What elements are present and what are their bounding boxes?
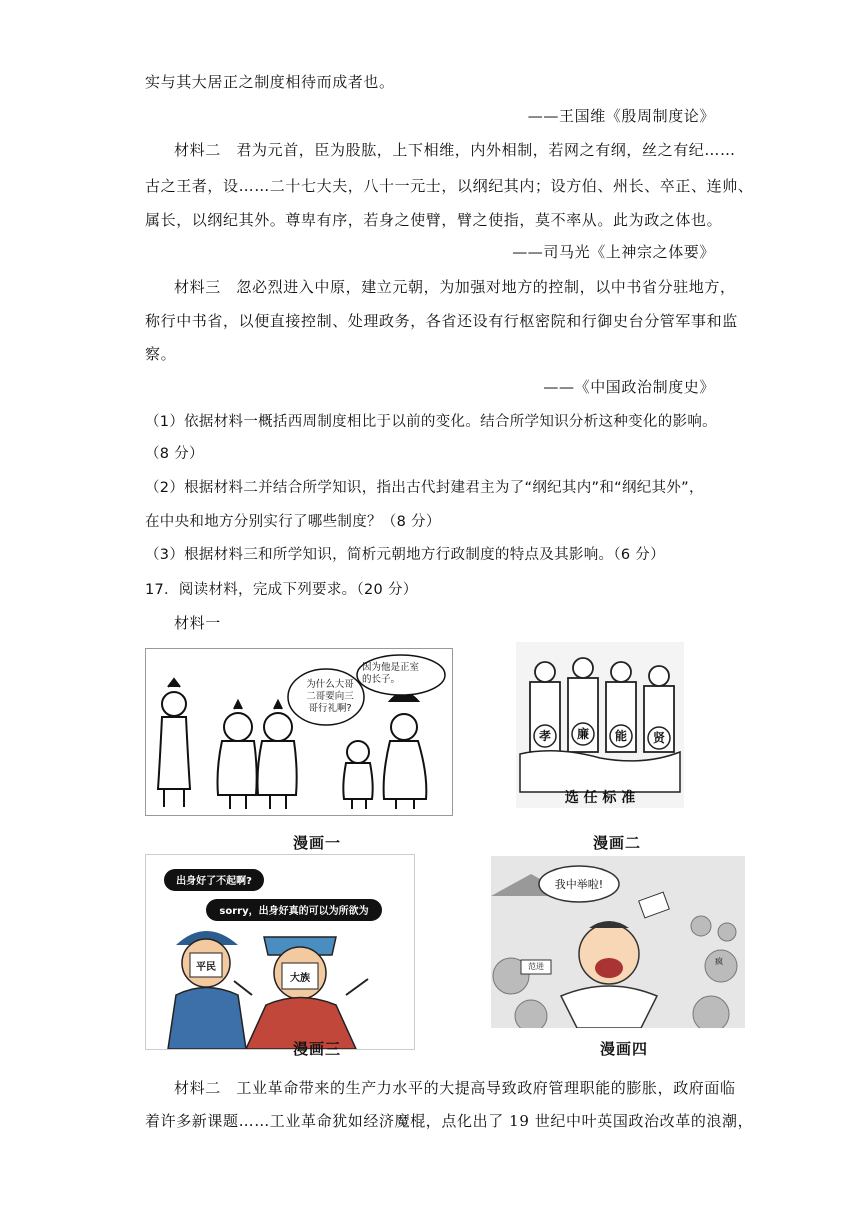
source-citation-1: ——王国维《殷周制度论》 — [527, 107, 715, 125]
comic-3-image — [145, 854, 415, 1050]
material-2-industrial-line-2: 着许多新课题……工业革命犹如经济魔棍，点化出了 19 世纪中叶英国政治改革的浪潮， — [145, 1112, 754, 1130]
comic-1-bubble-right-line: 因为他是正室 — [362, 662, 420, 673]
comic-1-caption: 漫画一 — [293, 834, 342, 852]
comic-3-bubble-top: 出身好了不起啊? — [176, 876, 252, 887]
comic-1-bubble-right-line: 的长子。 — [362, 674, 401, 685]
question-2-line-2: 在中央和地方分别实行了哪些制度？（8 分） — [145, 514, 441, 530]
comic-2-badge: 能 — [614, 729, 628, 743]
comic-1-image — [145, 648, 453, 816]
material-2-line-3: 属长，以纲纪其外。尊卑有序，若身之使臂，臂之使指，莫不率从。此为政之体也。 — [145, 211, 723, 229]
source-citation-2: ——司马光《上神宗之体要》 — [512, 243, 715, 261]
comic-3-bubble-mid: sorry，出身好真的可以为所欲为 — [219, 906, 369, 917]
comic-4-tag-right: 疯 — [715, 957, 723, 966]
paragraph-continuation: 实与其大居正之制度相待而成者也。 — [145, 73, 395, 91]
comic-3-caption: 漫画三 — [293, 1040, 342, 1058]
comic-4-image — [491, 856, 745, 1028]
question-1-line-1: （1）依据材料一概括西周制度相比于以前的变化。结合所学知识分析这种变化的影响。 — [145, 414, 717, 430]
source-citation-3: ——《中国政治制度史》 — [543, 378, 715, 396]
material-3-line-1: 材料三 忽必烈进入中原，建立元朝，为加强对地方的控制，以中书省分驻地方， — [174, 278, 736, 296]
comic-1-bubble-left-line: 为什么大哥 — [306, 679, 354, 690]
comic-2-banner: 选 任 标 准 — [564, 790, 636, 806]
comic-3-face-right: 大族 — [290, 973, 310, 984]
comic-2-badge: 廉 — [576, 727, 590, 741]
material-2-industrial-line-1: 材料二 工业革命带来的生产力水平的大提高导致政府管理职能的膨胀，政府面临 — [174, 1079, 736, 1097]
comic-1-bubble-left — [296, 679, 364, 715]
comic-3-face-left: 平民 — [196, 962, 216, 973]
question-3: （3）根据材料三和所学知识，简析元朝地方行政制度的特点及其影响。（6 分） — [145, 547, 665, 563]
question-2-line-1: （2）根据材料二并结合所学知识，指出古代封建君主为了“纲纪其内”和“纲纪其外”， — [145, 480, 704, 496]
material-2-line-2: 古之王者，设……二十七大夫，八十一元士，以纲纪其内；设方伯、州长、卒正、连帅、 — [145, 177, 754, 195]
material-1-label: 材料一 — [174, 614, 221, 632]
comic-2-badge: 孝 — [538, 729, 552, 743]
comic-1-bubble-left-line: 二哥要向三 — [306, 691, 354, 702]
comic-1-bubble-left-line: 哥行礼啊? — [308, 703, 352, 714]
comic-4-bubble: 我中举啦! — [554, 878, 604, 891]
comic-4-caption: 漫画四 — [600, 1040, 649, 1058]
question-1-line-2: （8 分） — [145, 446, 204, 462]
comic-2-caption: 漫画二 — [593, 834, 642, 852]
comic-4-tag-left: 范进 — [528, 962, 544, 971]
material-3-line-2: 称行中书省，以便直接控制、处理政务，各省还设有行枢密院和行御史台分管军事和监 — [145, 312, 738, 330]
comic-1-bubble-right — [362, 662, 442, 686]
comic-2-badge: 贤 — [652, 731, 666, 745]
material-2-line-1: 材料二 君为元首，臣为股肱，上下相维，内外相制，若网之有纲，丝之有纪…… — [174, 141, 736, 159]
material-3-line-3: 察。 — [145, 345, 177, 363]
question-17-heading: 17．阅读材料，完成下列要求。（20 分） — [145, 582, 418, 598]
comic-2-image — [516, 642, 684, 808]
